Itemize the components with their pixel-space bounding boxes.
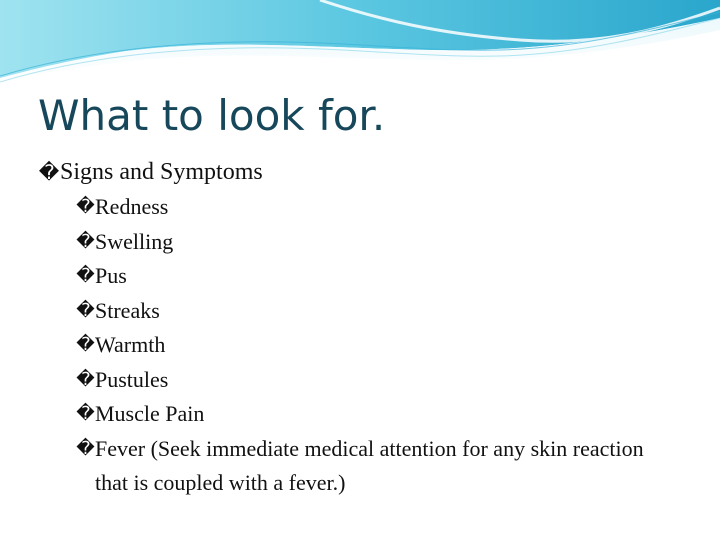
bullet-icon: �	[76, 196, 95, 217]
slide-title: What to look for.	[38, 91, 386, 140]
list-item	[76, 225, 678, 260]
list-item-text: Pus	[95, 263, 127, 288]
list-item	[76, 294, 678, 329]
list-item	[76, 259, 678, 294]
list-item-text: Pustules	[95, 366, 169, 392]
list-item	[76, 397, 678, 432]
list-item	[76, 432, 678, 501]
bullet-icon: �	[76, 265, 95, 286]
bullet-icon: �	[76, 403, 95, 424]
bullet-icon: �	[76, 368, 95, 390]
list-item-text: Warmth	[95, 332, 166, 357]
bullet-icon: �	[76, 230, 95, 252]
list-item-text: Muscle Pain	[95, 401, 205, 426]
bullet-heading	[38, 155, 678, 189]
list-item	[76, 363, 678, 398]
heading-text: Signs and Symptoms	[60, 159, 263, 185]
list-item	[76, 328, 678, 363]
slide-content	[38, 155, 678, 501]
list-item-text: Streaks	[95, 297, 160, 323]
list-item-text: Swelling	[95, 228, 174, 254]
list-item-text: Fever (Seek immediate medical attention for any skin reaction that is coupled with a fever.)	[95, 435, 644, 495]
bullet-icon: �	[76, 299, 95, 321]
bullet-icon: �	[76, 334, 95, 355]
bullet-icon: �	[38, 160, 60, 184]
list-item	[76, 190, 678, 225]
bullet-icon: �	[76, 437, 95, 459]
list-item-text: Redness	[95, 194, 169, 219]
header-wave-decoration	[0, 0, 720, 90]
